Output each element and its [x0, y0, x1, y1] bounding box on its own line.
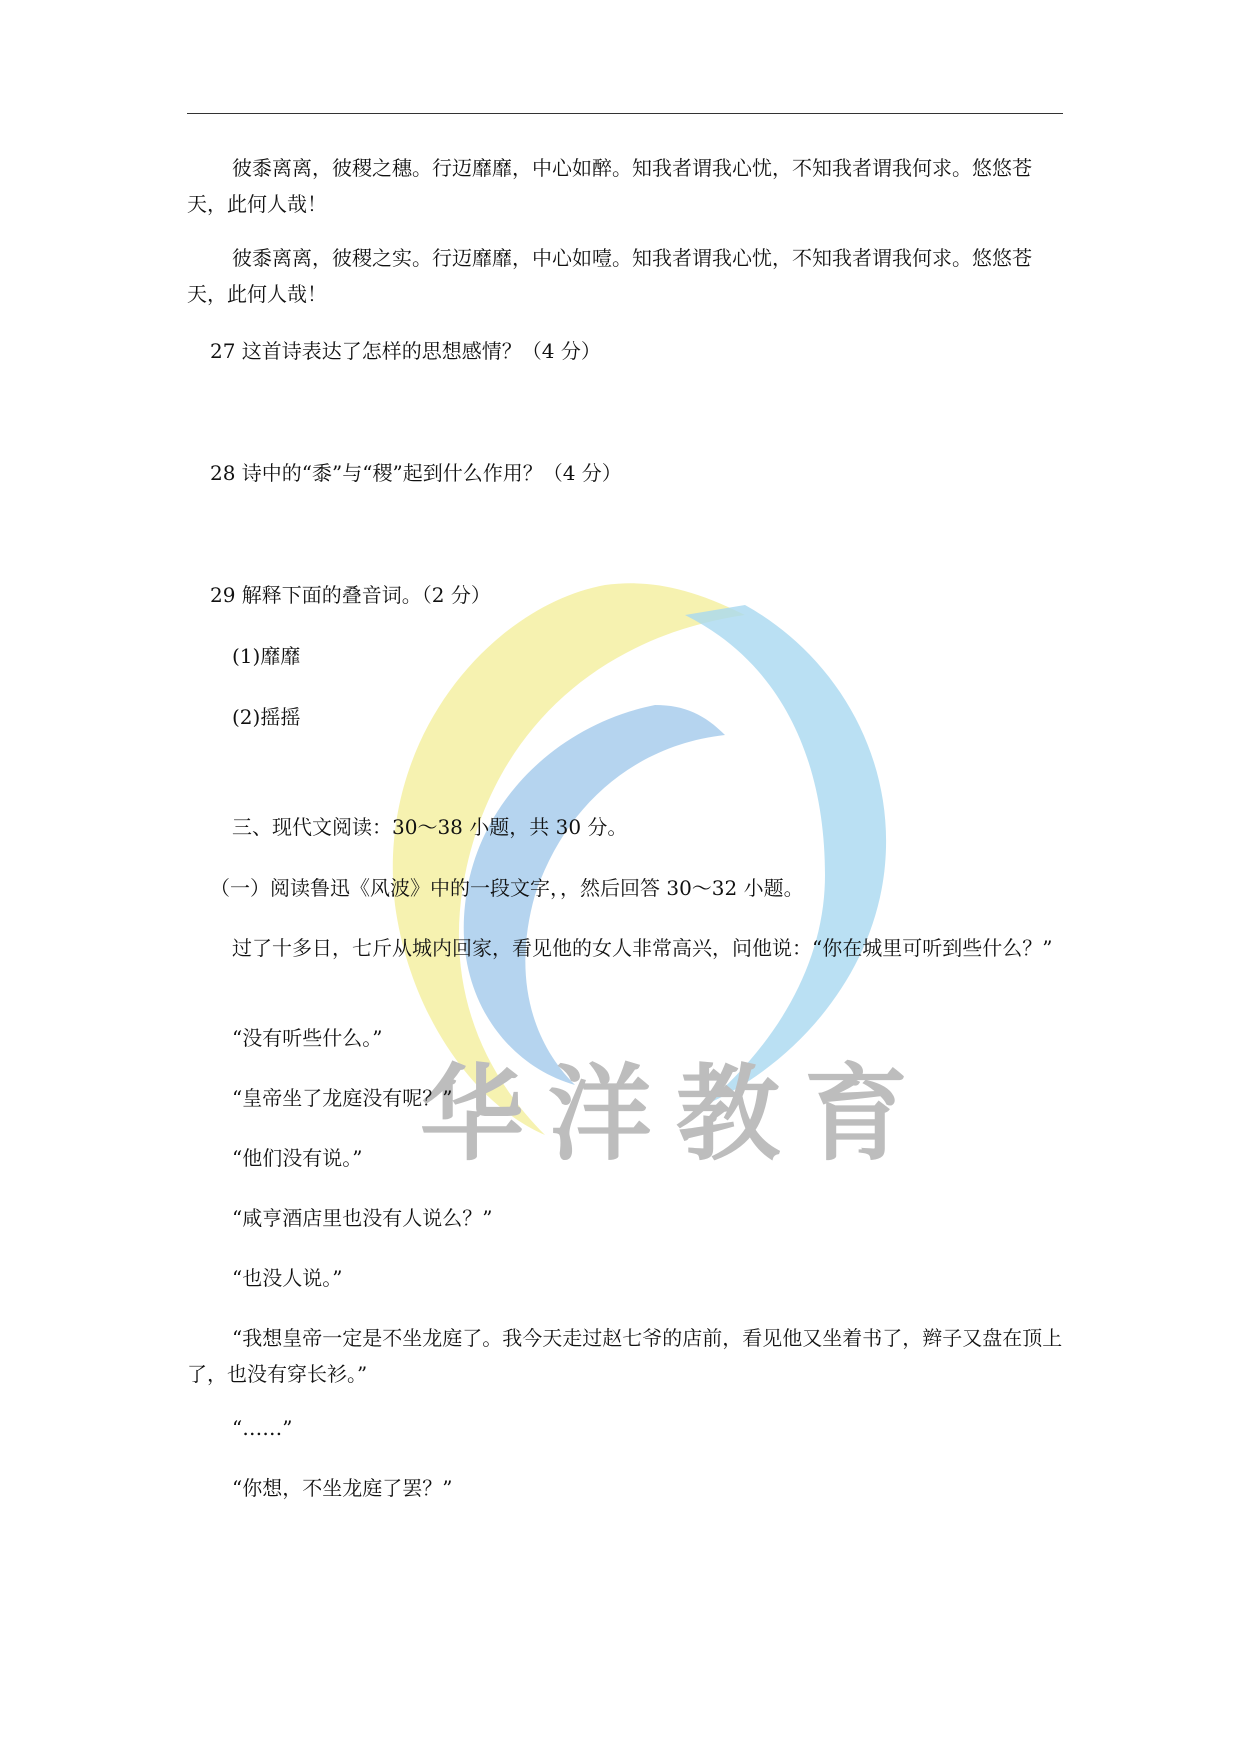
passage-paragraph: “他们没有说。” — [232, 1146, 363, 1170]
question-29-item: (1)靡靡 — [232, 644, 301, 668]
section-title: 三、现代文阅读：30～38 小题，共 30 分。 — [232, 815, 628, 839]
passage-paragraph: “我想皇帝一定是不坐龙庭了。我今天走过赵七爷的店前，看见他又坐着书了，辫子又盘在顶上了，也没有穿长衫。” — [187, 1326, 1063, 1386]
poem-stanza: 彼黍离离，彼稷之穗。行迈靡靡，中心如醉。知我者谓我心忧，不知我者谓我何求。悠悠苍天，此何人哉！ — [187, 156, 1032, 216]
poem-stanza: 彼黍离离，彼稷之实。行迈靡靡，中心如噎。知我者谓我心忧，不知我者谓我何求。悠悠苍天，此何人哉！ — [187, 246, 1032, 306]
question-29: 29 解释下面的叠音词。（2 分） — [210, 583, 491, 607]
header-rule — [187, 113, 1063, 114]
passage-paragraph: “皇帝坐了龙庭没有呢？” — [232, 1086, 453, 1110]
passage-paragraph: “你想，不坐龙庭了罢？” — [232, 1476, 453, 1500]
question-29-item: (2)摇摇 — [232, 705, 301, 729]
passage-paragraph: “没有听些什么。” — [232, 1026, 383, 1050]
watermark-text: 华洋教育 — [420, 1053, 933, 1175]
passage-paragraph: “咸亨酒店里也没有人说么？” — [232, 1206, 493, 1230]
passage-paragraph: 过了十多日，七斤从城内回家，看见他的女人非常高兴，问他说：“你在城里可听到些什么？” — [232, 936, 1053, 960]
passage-paragraph: “……” — [232, 1416, 293, 1440]
question-28: 28 诗中的“黍”与“稷”起到什么作用？（4 分） — [210, 461, 622, 485]
passage-paragraph: “也没人说。” — [232, 1266, 343, 1290]
section-part-instruction: （一）阅读鲁迅《风波》中的一段文字，，然后回答 30～32 小题。 — [210, 876, 804, 900]
question-27: 27 这首诗表达了怎样的思想感情？（4 分） — [210, 339, 601, 363]
